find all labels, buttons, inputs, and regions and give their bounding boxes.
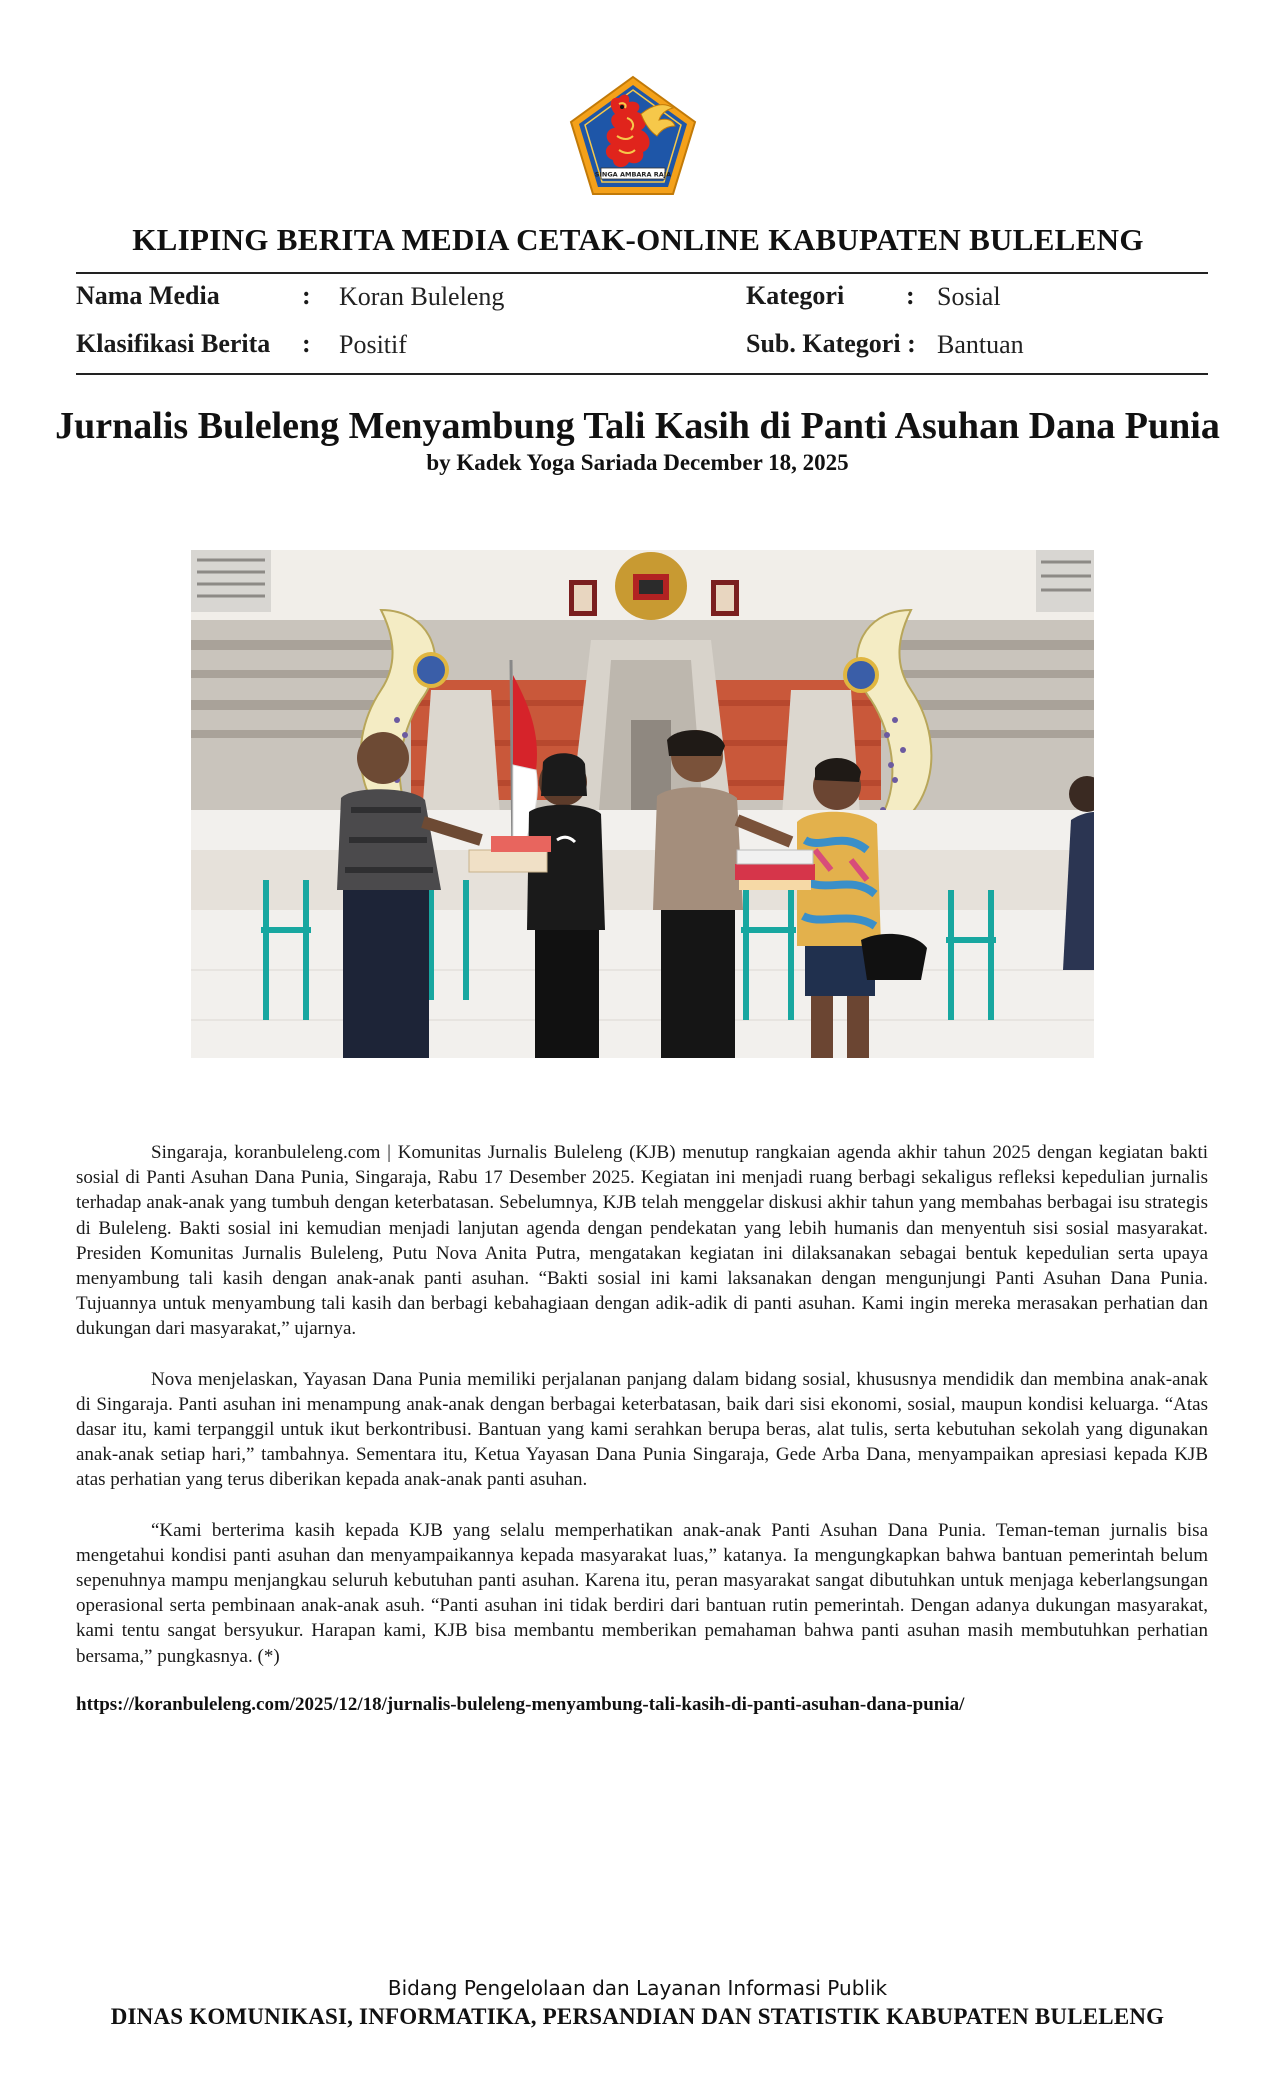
news-classification-colon: : (302, 329, 311, 358)
article-byline: by Kadek Yoga Sariada December 18, 2025 (426, 450, 849, 475)
media-name-value: Koran Buleleng (339, 282, 505, 311)
article-photo (191, 550, 1094, 1058)
group-photo-handover-of-donations-icon (191, 550, 1094, 1058)
category-colon: : (906, 281, 915, 310)
media-name-colon: : (302, 281, 311, 310)
header-divider-top (76, 272, 1208, 274)
logo-motto: SINGA AMBARA RAJA (594, 170, 672, 179)
footer-division: Bidang Pengelolaan dan Layanan Informasi Publik (387, 1976, 888, 2000)
news-classification-label: Klasifikasi Berita (76, 329, 271, 358)
article-paragraph-2: Nova menjelaskan, Yayasan Dana Punia memiliki perjalanan panjang dalam bidang sosial, khususnya mendidik dan membina anak-anak di Singaraja. Panti asuhan ini menampung anak-anak dengan berbagai keterbatasan, baik dari sisi ekonomi, sosial, maupun kondisi keluarga. “Atas dasar itu, kami terpanggil untuk ikut berkontribusi. Bantuan yang kami serahkan berupa beras, alat tulis, serta kebutuhan sekolah yang digunakan anak-anak setiap hari,” tambahnya. Sementara itu, Ketua Yayasan Dana Punia Singaraja, Gede Arba Dana, menyampaikan apresiasi kepada KJB atas perhatian yang terus diberikan kepada anak-anak panti asuhan. (76, 1368, 1208, 1491)
footer-agency: DINAS KOMUNIKASI, INFORMATIKA, PERSANDIAN DAN STATISTIK KABUPATEN BULELENG (110, 2004, 1165, 2029)
article-body (76, 1140, 1208, 1694)
source-link[interactable]: https://koranbuleleng.com/2025/12/18/jurnalis-buleleng-menyambung-tali-kasih-di-panti-asuhan-dana-punia/ (76, 1694, 965, 1715)
article-paragraph-1: Singaraja, koranbuleleng.com | Komunitas Jurnalis Buleleng (KJB) menutup rangkaian agenda akhir tahun 2025 dengan kegiatan bakti sosial di Panti Asuhan Dana Punia, Singaraja, Rabu 17 Desember 2025. Kegiatan ini menjadi ruang berbagi sekaligus refleksi kepedulian jurnalis terhadap anak-anak yang tumbuh dengan keterbatasan. Sebelumnya, KJB telah menggelar diskusi akhir tahun yang membahas berbagai isu strategis di Buleleng. Bakti sosial ini kemudian menjadi lanjutan agenda dengan pendekatan yang lebih humanis dan menyentuh sisi sosial masyarakat. Presiden Komunitas Jurnalis Buleleng, Putu Nova Anita Putra, mengatakan kegiatan ini dilaksanakan sebagai bentuk kepedulian serta upaya menyambung tali kasih dengan anak-anak panti asuhan. “Bakti sosial ini kami laksanakan dengan mengunjungi Panti Asuhan Dana Punia. Tujuannya untuk menyambung tali kasih dan berbagi kebahagiaan dengan adik-adik di panti asuhan. Kami ingin mereka merasakan perhatian dan dukungan dari masyarakat,” ujarnya. (76, 1142, 1208, 1340)
buleleng-regency-logo (567, 74, 699, 198)
category-value: Sosial (937, 282, 1001, 311)
category-label: Kategori (746, 281, 845, 310)
article-paragraph-3: “Kami berterima kasih kepada KJB yang selalu memperhatikan anak-anak Panti Asuhan Dana Punia. Teman-teman jurnalis bisa mengetahui kondisi panti asuhan dan menyampaikannya kepada masyarakat luas,” katanya. Ia mengungkapkan bahwa bantuan pemerintah belum sepenuhnya mampu menjangkau seluruh kebutuhan panti asuhan. Karena itu, peran masyarakat sangat dibutuhkan untuk menjaga keberlangsungan operasional serta pembinaan anak-anak asuh. “Panti asuhan ini tidak berdiri dari bantuan rutin pemerintah. Dengan adanya dukungan masyarakat, kami tentu sangat bersyukur. Harapan kami, KJB bisa membantu memberikan pemahaman bahwa panti asuhan masih membutuhkan perhatian bersama,” pungkasnya. (*) (76, 1519, 1208, 1667)
buleleng-regency-coat-of-arms-icon (567, 74, 699, 198)
document-header-title: KLIPING BERITA MEDIA CETAK-ONLINE KABUPATEN BULELENG (132, 222, 1144, 257)
media-name-label: Nama Media (76, 281, 220, 310)
news-classification-value: Positif (339, 330, 407, 359)
subcategory-label: Sub. Kategori : (746, 329, 916, 358)
header-divider-bottom (76, 373, 1208, 375)
subcategory-value: Bantuan (937, 330, 1024, 359)
article-title: Jurnalis Buleleng Menyambung Tali Kasih di Panti Asuhan Dana Punia (55, 405, 1220, 447)
